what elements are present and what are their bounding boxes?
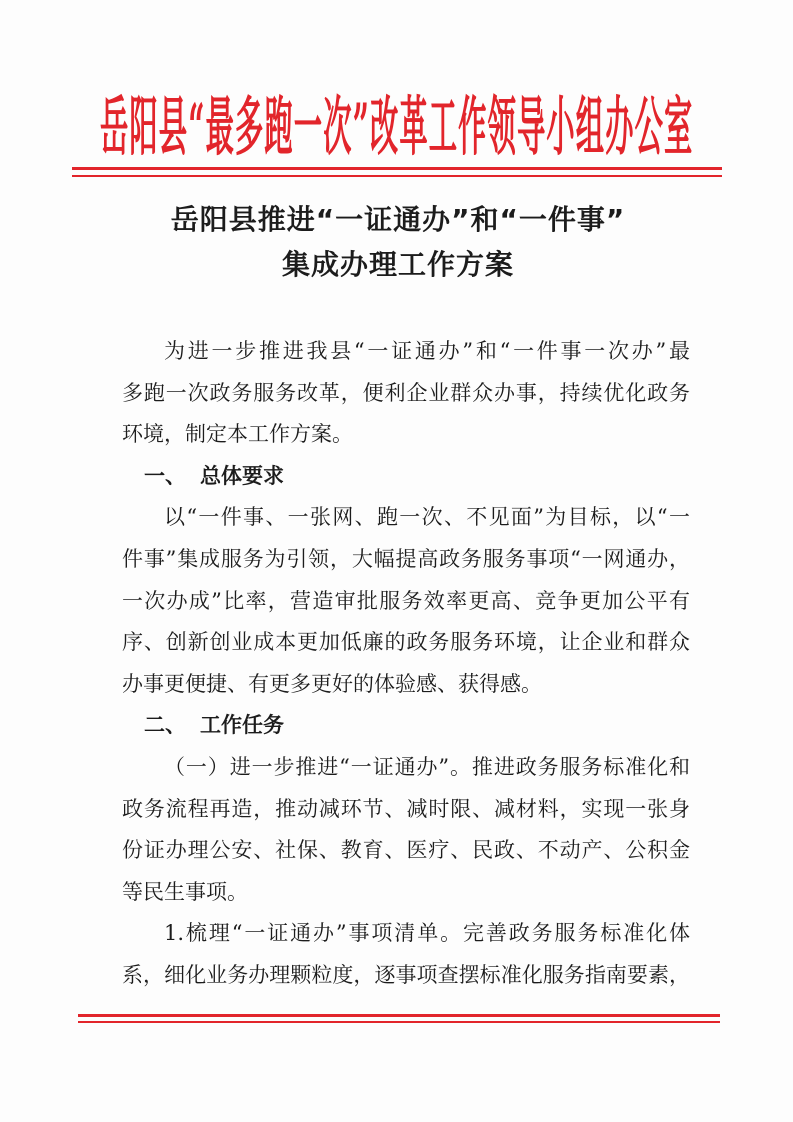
text-line: 办事更便捷、有更多更好的体验感、获得感。 xyxy=(122,671,542,696)
document-body xyxy=(122,331,690,997)
section-heading xyxy=(122,456,690,498)
text-line: 1.梳理“一证通办”事项清单。完善政务服务标准化体 xyxy=(164,921,690,946)
footer-rule-thin xyxy=(78,1021,720,1023)
document-title xyxy=(100,198,696,288)
text-line: 环境，制定本工作方案。 xyxy=(122,422,353,447)
footer-rule-thick xyxy=(78,1014,720,1017)
text-line: （一）进一步推进“一证通办”。推进政务服务标准化和 xyxy=(164,754,690,779)
section-heading-text: 工作任务 xyxy=(200,713,284,738)
letterhead-rule-thick xyxy=(72,167,722,170)
text-line: 件事”集成服务为引领，大幅提高政务服务事项“一网通办， xyxy=(122,546,690,571)
document-title-line: 集成办理工作方案 xyxy=(281,248,514,281)
section-number: 二、 xyxy=(144,713,186,738)
text-line: 等民生事项。 xyxy=(122,879,248,904)
text-line: 为进一步推进我县“一证通办”和“一件事一次办”最 xyxy=(164,339,690,363)
section-number: 一、 xyxy=(144,463,186,488)
section-heading xyxy=(122,705,690,747)
letterhead-rule-thin xyxy=(72,175,722,177)
text-line: 政务流程再造，推动减环节、减时限、减材料，实现一张身 xyxy=(122,796,690,821)
letterhead-title: 岳阳县“最多跑一次”改革工作领导小组办公室 xyxy=(100,90,693,165)
text-line: 一次办成”比率，营造审批服务效率更高、竞争更加公平有 xyxy=(122,588,690,613)
text-line: 系，细化业务办理颗粒度，逐事项查摆标准化服务指南要素， xyxy=(122,962,690,987)
text-line: 以“一件事、一张网、跑一次、不见面”为目标，以“一 xyxy=(164,505,690,530)
text-line: 多跑一次政务服务改革，便利企业群众办事，持续优化政务 xyxy=(122,380,690,405)
text-line: 序、创新创业成本更加低廉的政务服务环境，让企业和群众 xyxy=(122,630,690,655)
document-title-line: 岳阳县推进“一证通办”和“一件事” xyxy=(170,203,626,236)
section-heading-text: 总体要求 xyxy=(200,463,284,488)
text-line: 份证办理公安、社保、教育、医疗、民政、不动产、公积金 xyxy=(122,838,690,863)
